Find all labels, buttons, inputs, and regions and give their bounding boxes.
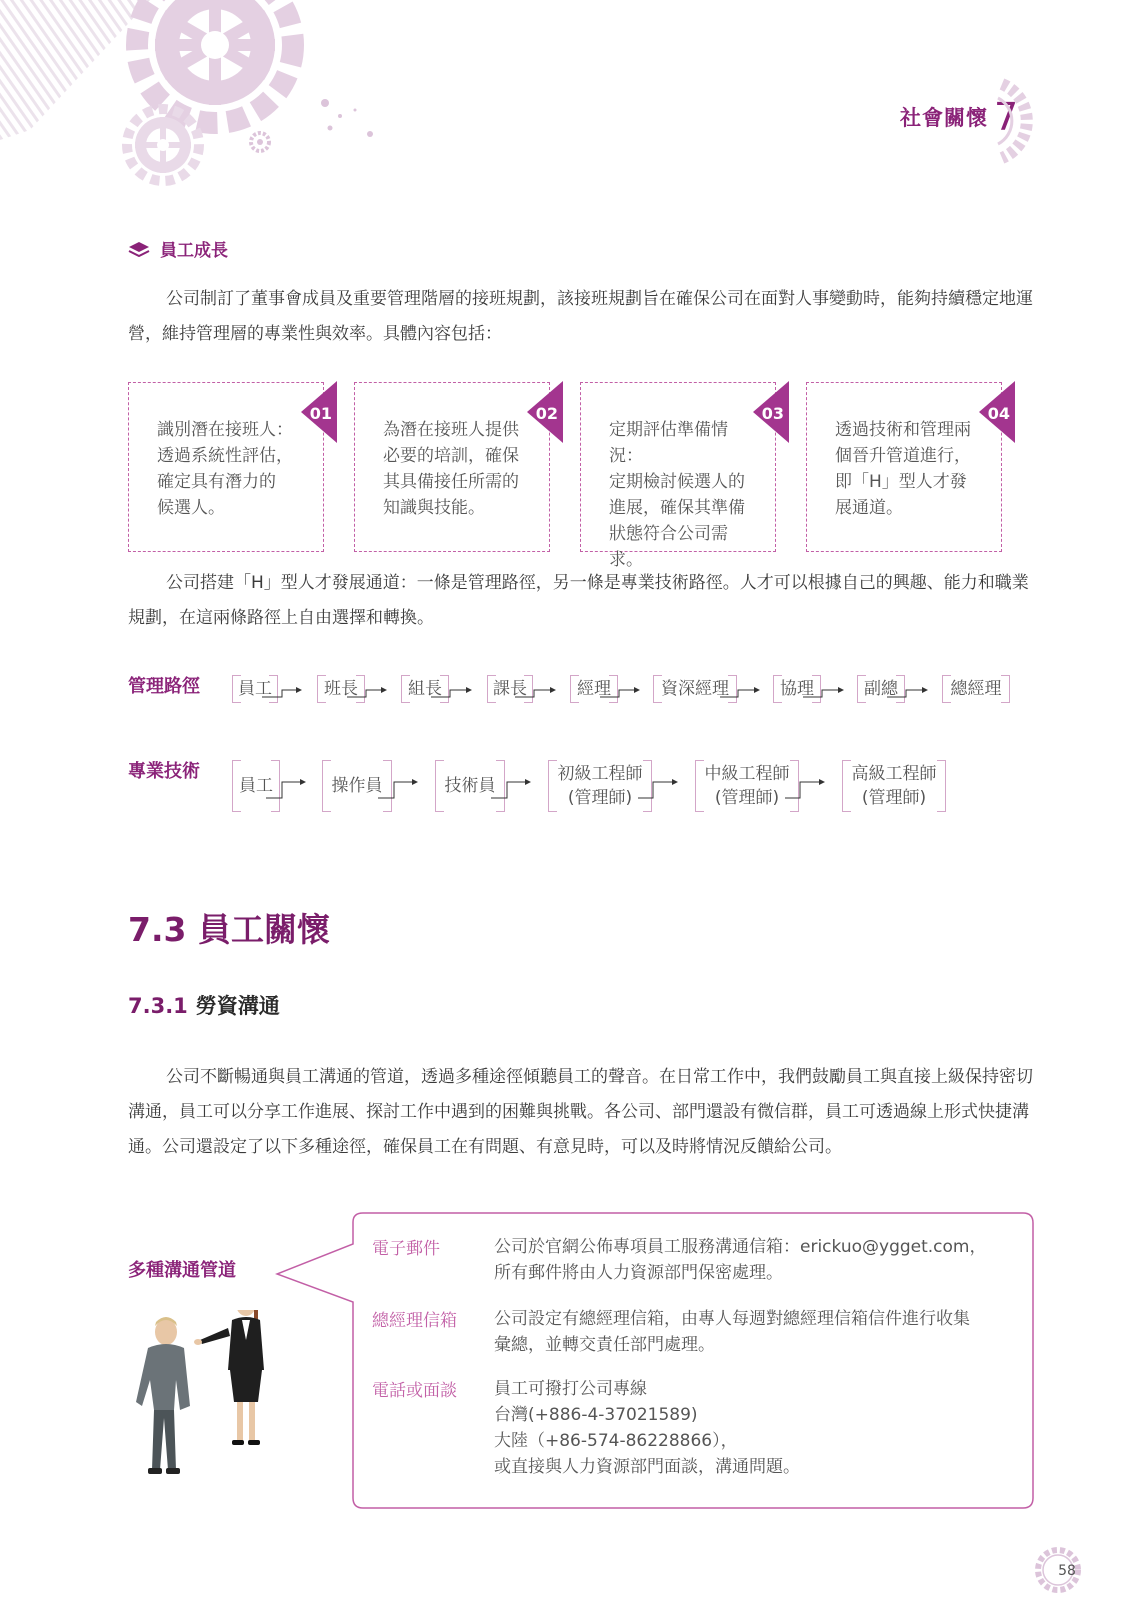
channel-name: 總經理信箱 — [372, 1311, 457, 1331]
woman-figure — [194, 1310, 264, 1445]
card-line: 定期檢討候選人的 — [609, 472, 745, 492]
card-line: 確定具有潛力的 — [157, 472, 276, 492]
channel-line: 公司於官網公佈專項員工服務溝通信箱：erickuo@ygget.com， — [494, 1237, 987, 1257]
chapter-title: 社會關懷 — [900, 106, 988, 130]
channels-label: 多種溝通管道 — [128, 1260, 236, 1281]
growth-intro: 公司制訂了董事會成員及重要管理階層的接班規劃，該接班規劃旨在確保公司在面對人事變動時，能夠持續穩定地運營，維持管理層的專業性與效率。具體內容包括： — [128, 289, 1033, 344]
h-path-description: 公司搭建「H」型人才發展通道：一條是管理路徑，另一條是專業技術路徑。人才可以根據自己的興趣、能力和職業規劃，在這兩條路徑上自由選擇和轉換。 — [128, 573, 1029, 628]
section-number: 7.3 — [128, 910, 187, 949]
card-line: 為潛在接班人提供 — [383, 420, 519, 440]
management-step: 班長 — [317, 675, 365, 703]
people-talking-illustration — [130, 1310, 290, 1500]
care-intro: 公司不斷暢通與員工溝通的管道，透過多種途徑傾聽員工的聲音。在日常工作中，我們鼓勵員工與直接上級保持密切溝通，員工可以分享工作進展、探討工作中遇到的困難與挑戰。各公司、部門還設有微信群，員工可透過線上形式快捷溝通。公司還設定了以下多種途徑，確保員工在有問題、有意見時，可以及時將情況反饋給公司。 — [128, 1067, 1033, 1157]
management-step: 經理 — [570, 675, 618, 703]
section-heading-care — [128, 904, 330, 951]
card-line: 展通道。 — [835, 498, 903, 518]
management-step: 副總 — [857, 675, 905, 703]
card-line: 狀態符合公司需求。 — [609, 524, 728, 570]
management-step: 資深經理 — [653, 675, 737, 703]
page-number: 58 — [1058, 1563, 1076, 1579]
management-step: 總經理 — [942, 675, 1010, 703]
channel-name: 電子郵件 — [372, 1239, 440, 1259]
card-line: 識別潛在接班人： — [157, 420, 293, 440]
channel-line: 台灣(+886-4-37021589) — [494, 1405, 698, 1425]
channel-line: 公司設定有總經理信箱，由專人每週對總經理信箱信件進行收集 — [494, 1309, 970, 1329]
chapter-number: 7 — [994, 95, 1019, 139]
section-title: 員工成長 — [160, 241, 228, 261]
card-number: 02 — [535, 404, 558, 423]
card-line: 知識與技能。 — [383, 498, 485, 518]
management-step: 協理 — [773, 675, 821, 703]
card-line: 個晉升管道進行， — [835, 446, 971, 466]
man-figure — [136, 1317, 190, 1474]
card-line: 進展，確保其準備 — [609, 498, 745, 518]
technical-step-title: 中級工程師 — [704, 764, 790, 784]
card-number: 01 — [309, 404, 332, 423]
card-line: 其具備接任所需的 — [383, 472, 519, 492]
management-step: 員工 — [232, 675, 278, 703]
channel-line: 大陸（+86-574-86228866）， — [494, 1431, 738, 1451]
technical-path-label: 專業技術 — [128, 761, 200, 782]
card-line: 透過技術和管理兩 — [835, 420, 971, 440]
channel-line: 或直接與人力資源部門面談，溝通問題。 — [494, 1457, 800, 1477]
technical-step-subtitle: (管理師) — [861, 788, 927, 808]
card-line: 定期評估準備情況： — [609, 420, 728, 466]
management-path-label: 管理路徑 — [128, 676, 200, 697]
subsection-title: 勞資溝通 — [195, 994, 280, 1018]
technical-step-title: 操作員 — [331, 776, 383, 796]
card-line: 透過系統性評估， — [157, 446, 293, 466]
section-title: 員工關懷 — [197, 910, 330, 949]
channel-line: 員工可撥打公司專線 — [494, 1379, 647, 1399]
channel-line: 彙總，並轉交責任部門處理。 — [494, 1335, 715, 1355]
technical-step-subtitle: (管理師) — [567, 788, 633, 808]
technical-step-title: 技術員 — [444, 776, 496, 796]
card-number: 04 — [987, 404, 1010, 423]
card-line: 必要的培訓，確保 — [383, 446, 519, 466]
management-step: 組長 — [401, 675, 449, 703]
subsection-number: 7.3.1 — [128, 994, 188, 1018]
card-line: 即「H」型人才發 — [835, 472, 967, 492]
card-line: 候選人。 — [157, 498, 225, 518]
subsection-heading — [128, 990, 280, 1020]
technical-step-title: 高級工程師 — [851, 764, 937, 784]
channel-line: 所有郵件將由人力資源部門保密處理。 — [494, 1263, 783, 1283]
management-step: 課長 — [487, 675, 533, 703]
technical-step-subtitle: (管理師) — [714, 788, 780, 808]
technical-step-title: 初級工程師 — [557, 764, 643, 784]
card-number: 03 — [761, 404, 784, 423]
channel-name: 電話或面談 — [372, 1381, 457, 1401]
technical-step-title: 員工 — [239, 776, 273, 796]
